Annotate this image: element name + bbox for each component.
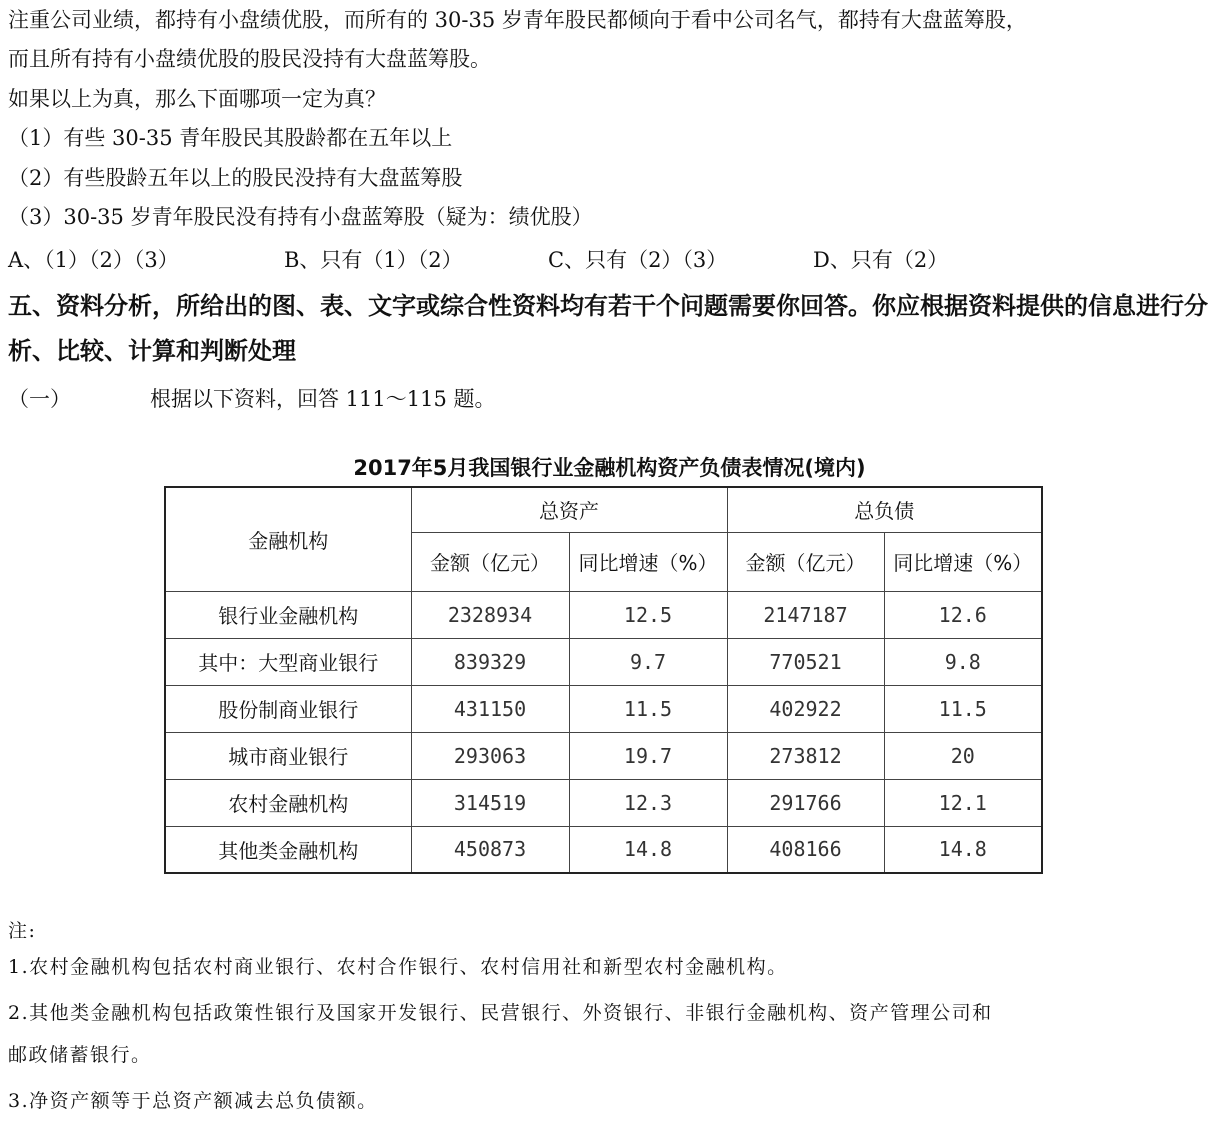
liability-growth: 20	[884, 732, 1042, 779]
liability-amount: 408166	[727, 826, 884, 873]
option-a: A、（1）（2）（3）	[8, 248, 179, 272]
note-1: 1.农村金融机构包括农村商业银行、农村合作银行、农村信用社和新型农村金融机构。	[8, 956, 788, 978]
liability-growth: 12.6	[884, 591, 1042, 638]
liability-amount: 770521	[727, 638, 884, 685]
asset-amount: 2328934	[411, 591, 569, 638]
question-line: 而且所有持有小盘绩优股的股民没持有大盘蓝筹股。	[8, 47, 491, 71]
part-label: （一）	[8, 387, 71, 411]
option-d: D、只有（2）	[813, 248, 949, 272]
liability-growth: 12.1	[884, 779, 1042, 826]
asset-amount: 431150	[411, 685, 569, 732]
institution-name: 股份制商业银行	[165, 685, 411, 732]
part-intro	[8, 389, 496, 410]
table-row	[165, 779, 1042, 826]
question-line: 注重公司业绩，都持有小盘绩优股，而所有的 30-35 岁青年股民都倾向于看中公司名气，都持有大盘蓝筹股，	[8, 8, 1027, 32]
table-row	[165, 826, 1042, 873]
answer-options	[8, 250, 948, 271]
asset-amount: 314519	[411, 779, 569, 826]
asset-growth: 12.3	[569, 779, 727, 826]
header-total-assets: 总资产	[411, 487, 727, 532]
institution-name: 城市商业银行	[165, 732, 411, 779]
table-row	[165, 685, 1042, 732]
note-2-continued: 邮政储蓄银行。	[8, 1044, 152, 1066]
header-institution: 金融机构	[165, 487, 411, 591]
liability-growth: 9.8	[884, 638, 1042, 685]
asset-growth: 11.5	[569, 685, 727, 732]
institution-name: 其他类金融机构	[165, 826, 411, 873]
option-c: C、只有（2）（3）	[548, 248, 728, 272]
subheader-liability-amount: 金额（亿元）	[727, 532, 884, 591]
table-title: 2017年5月我国银行业金融机构资产负债表情况(境内)	[353, 456, 866, 480]
table-row	[165, 638, 1042, 685]
asset-amount: 839329	[411, 638, 569, 685]
statement-1: （1）有些 30-35 青年股民其股龄都在五年以上	[8, 126, 453, 150]
note-3: 3.净资产额等于总资产额减去总负债额。	[8, 1090, 378, 1112]
asset-growth: 9.7	[569, 638, 727, 685]
asset-growth: 12.5	[569, 591, 727, 638]
institution-name: 银行业金融机构	[165, 591, 411, 638]
note-2: 2.其他类金融机构包括政策性银行及国家开发银行、民营银行、外资银行、非银行金融机构、资产管理公司和	[8, 1002, 993, 1024]
table-row	[165, 591, 1042, 638]
statement-3: （3）30-35 岁青年股民没有持有小盘蓝筹股（疑为：绩优股）	[8, 205, 593, 229]
asset-amount: 293063	[411, 732, 569, 779]
institution-name: 农村金融机构	[165, 779, 411, 826]
subheader-asset-growth: 同比增速（%）	[569, 532, 727, 591]
liability-amount: 291766	[727, 779, 884, 826]
statement-2: （2）有些股龄五年以上的股民没持有大盘蓝筹股	[8, 166, 463, 190]
asset-growth: 14.8	[569, 826, 727, 873]
liability-growth: 14.8	[884, 826, 1042, 873]
asset-amount: 450873	[411, 826, 569, 873]
notes-label: 注:	[8, 920, 37, 942]
option-b: B、只有（1）（2）	[284, 248, 463, 272]
liability-amount: 273812	[727, 732, 884, 779]
subheader-liability-growth: 同比增速（%）	[884, 532, 1042, 591]
liability-growth: 11.5	[884, 685, 1042, 732]
table-row	[165, 732, 1042, 779]
header-total-liabilities: 总负债	[727, 487, 1042, 532]
asset-growth: 19.7	[569, 732, 727, 779]
subheader-asset-amount: 金额（亿元）	[411, 532, 569, 591]
liability-amount: 2147187	[727, 591, 884, 638]
institution-name: 其中：大型商业银行	[165, 638, 411, 685]
balance-sheet-table	[164, 486, 1043, 874]
question-prompt: 如果以上为真，那么下面哪项一定为真？	[8, 87, 386, 111]
liability-amount: 402922	[727, 685, 884, 732]
section-heading: 五、资料分析，所给出的图、表、文字或综合性资料均有若干个问题需要你回答。你应根据资料提供的信息进行分析、比较、计算和判断处理	[8, 292, 1208, 365]
part-text: 根据以下资料，回答 111～115 题。	[150, 387, 496, 411]
